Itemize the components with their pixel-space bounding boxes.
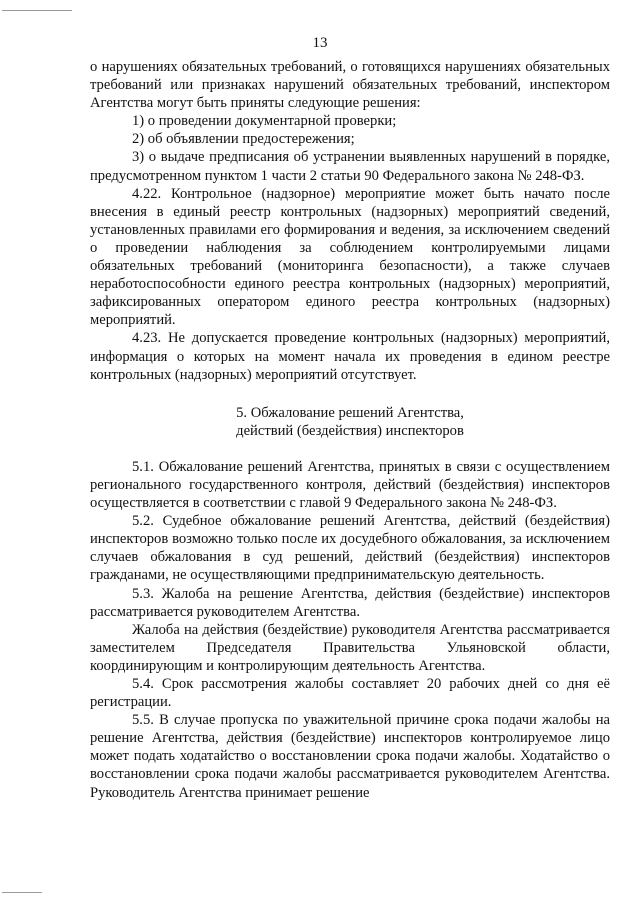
section-heading [90, 404, 610, 440]
list-item-3: 3) о выдаче предписания об устранении выявленных нарушений в порядке, предусмотренном пунктом 1 части 2 статьи 90 Федерального закона № 248-ФЗ. [90, 149, 610, 184]
paragraph-5-2: 5.2. Судебное обжалование решений Агентства, действий (бездействия) инспекторов возможно только после их досудебного обжалования, за исключением случаев обжалования в суд решений, действий (бездействия) инспекторов гражданами, не осуществляющими предпринимательскую деятельность. [90, 513, 610, 584]
section-heading-line2: действий (бездействия) инспекторов [236, 422, 464, 439]
document-body [90, 58, 610, 802]
paragraph-5-3: 5.3. Жалоба на решение Агентства, действия (бездействие) инспекторов рассматривается руководителем Агентства. [90, 585, 610, 620]
paragraph-4-23: 4.23. Не допускается проведение контрольных (надзорных) мероприятий, информация о которых на момент начала их проведения в едином реестре контрольных (надзорных) мероприятий отсутствует. [90, 330, 610, 383]
paragraph-5-5: 5.5. В случае пропуска по уважительной причине срока подачи жалобы на решение Агентства, действия (бездействие) инспекторов контролируемое лицо может подать ходатайство о восстановлении срока подачи жалобы. Ходатайство о восстановлении срока подачи жалобы рассматривается руководителем Агентства. Руководитель Агентства принимает решение [90, 712, 610, 801]
paragraph-5-1: 5.1. Обжалование решений Агентства, принятых в связи с осуществлением регионального государственного контроля, действий (бездействия) инспекторов осуществляется в соответствии с главой 9 Федерального закона № 248-ФЗ. [90, 458, 610, 512]
page-number: 13 [312, 35, 328, 51]
section-heading-line1: 5. Обжалование решений Агентства, [236, 404, 464, 421]
list-item-2: 2) об объявлении предостережения; [132, 131, 355, 148]
paragraph-5-4: 5.4. Срок рассмотрения жалобы составляет 20 рабочих дней со дня её регистрации. [90, 676, 610, 711]
paragraph-5-3-complaint: Жалоба на действия (бездействие) руководителя Агентства рассматривается заместителем Председателя Правительства Ульяновской области, координирующим и контролирующим деятельность Агентства. [90, 621, 610, 674]
paragraph-4-22: 4.22. Контрольное (надзорное) мероприятие может быть начато после внесения в единый реестр контрольных (надзорных) мероприятий сведений, установленных правилами его формирования и ведения, за исключением сведений о проведении наблюдения за соблюдением контролируемыми лицами обязательных требований (мониторинга безопасности), а также случаев неработоспособности единого реестра контрольных (надзорных) мероприятий, зафиксированных оператором единого реестра контрольных (надзорных) мероприятий. [90, 185, 610, 329]
list-item-1: 1) о проведении документарной проверки; [132, 113, 397, 130]
scan-artifact-bottom [2, 892, 42, 893]
paragraph-continuation: о нарушениях обязательных требований, о готовящихся нарушениях обязательных требований или признаках нарушений обязательных требований, инспектором Агентства могут быть приняты следующие решения: [90, 59, 610, 112]
scan-artifact-top [2, 10, 72, 11]
